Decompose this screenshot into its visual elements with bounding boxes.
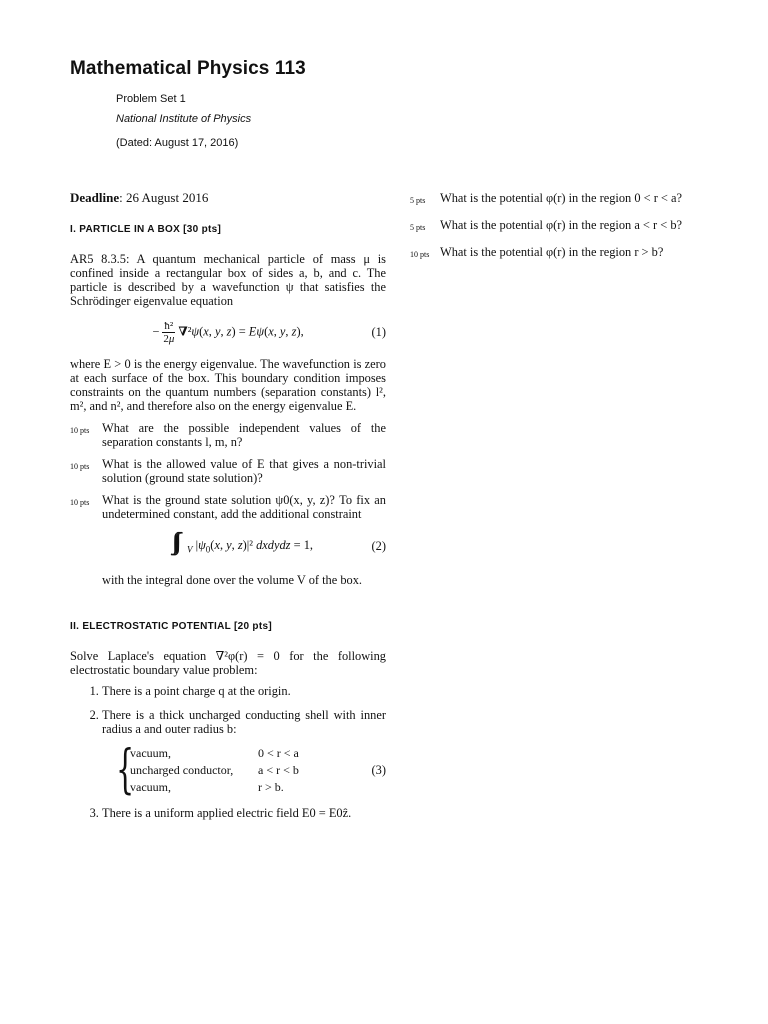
question-2 [70,457,386,485]
section-1-heading [70,223,386,237]
question-3 [70,493,386,521]
deadline [70,191,386,205]
section-1-points: [30 pts] [183,224,222,235]
question-text: What is the allowed value of E that gives a non-trivial solution (ground state solution)? [102,457,386,485]
right-question-3 [410,245,730,262]
question-points: 10 pts [70,498,90,507]
case-range: 0 < r < a [258,745,299,760]
equation-1 [70,315,386,349]
equation-2-number: (2) [371,539,386,553]
question-text: What is the potential φ(r) in the region 0 < r < a? [440,191,683,205]
institution-label: National Institute of Physics [116,113,252,125]
question-text: What is the ground state solution ψ0(x, y, z)? To fix an undetermined constant, add the additional constraint [102,493,386,521]
question-text: What are the possible independent values of the separation constants l, m, n? [102,421,386,449]
cases-grid [130,746,299,795]
problem-set-label: Problem Set 1 [116,93,186,105]
section-2-heading [70,620,386,634]
equation-2-body: $_V$ $|\psi_0(x$, y, z)|² dxdydz = 1, [187,538,313,555]
question-points: 10 pts [410,250,430,259]
right-column [410,191,730,272]
deadline-label: Deadline [70,190,120,205]
boundary-conditions-list [70,684,386,820]
left-column [70,191,386,830]
equation-3 [102,740,386,800]
section-1-intro: AR5 8.3.5: A quantum mechanical particle of mass μ is confined inside a rectangular box of sides a, b, and c. The particle is described by a wavefunction ψ that satisfies the Schrödinger eigenvalue equation [70,252,386,308]
right-question-2 [410,218,730,235]
case-range: r > b. [258,779,284,794]
question-1 [70,421,386,449]
equation-1-number: (1) [371,325,386,339]
equation-3-number: (3) [371,763,386,777]
case-label: vacuum, [130,745,171,760]
question-text: What is the potential φ(r) in the region r > b? [440,245,664,259]
brace-glyph: { [116,740,135,800]
section-1-after-equation-2: with the integral done over the volume V of the box. [102,573,363,587]
document-title: Mathematical Physics 113 [70,58,306,79]
section-1-title: I. PARTICLE IN A BOX [70,224,181,235]
section-1-after-equation: where E > 0 is the energy eigenvalue. The wavefunction is zero at each surface of the box. This boundary condition imposes constraints on the quantum numbers (separation constants) l², m², and n², and therefore also on the energy eigenvalue E. [70,357,386,413]
question-points: 10 pts [70,426,90,435]
section-2-intro: Solve Laplace's equation ∇²φ(r) = 0 for the following electrostatic boundary value problem: [70,649,386,677]
list-item: 1. There is a point charge q at the origin. [102,684,386,698]
section-2-title: II. ELECTROSTATIC POTENTIAL [70,621,231,632]
equation-2 [70,527,386,565]
question-points: 10 pts [70,462,90,471]
list-item: 3. There is a uniform applied electric field E0 = E0ẑ. [102,806,386,820]
deadline-value: : 26 August 2016 [119,190,209,205]
case-label: uncharged conductor, [130,762,234,777]
question-points: 5 pts [410,223,426,232]
case-range: a < r < b [258,762,299,777]
case-label: vacuum, [130,779,171,794]
question-text: What is the potential φ(r) in the region a < r < b? [440,218,683,232]
dated-label: (Dated: August 17, 2016) [116,137,239,149]
question-points: 5 pts [410,196,426,205]
right-question-1 [410,191,730,208]
section-2-points: [20 pts] [233,621,272,632]
equation-1-body: − $\frac{\text{ħ²}}{2\mu}$ ∇²ψ(x, y, z) = Eψ(x, y, z), [152,319,304,345]
list-item: 2. There is a thick uncharged conducting shell with inner radius a and outer radius b: { vacuum, 0 < r < a uncharged conductor, a < r < b vacuum, r > b. (3) [102,708,386,796]
